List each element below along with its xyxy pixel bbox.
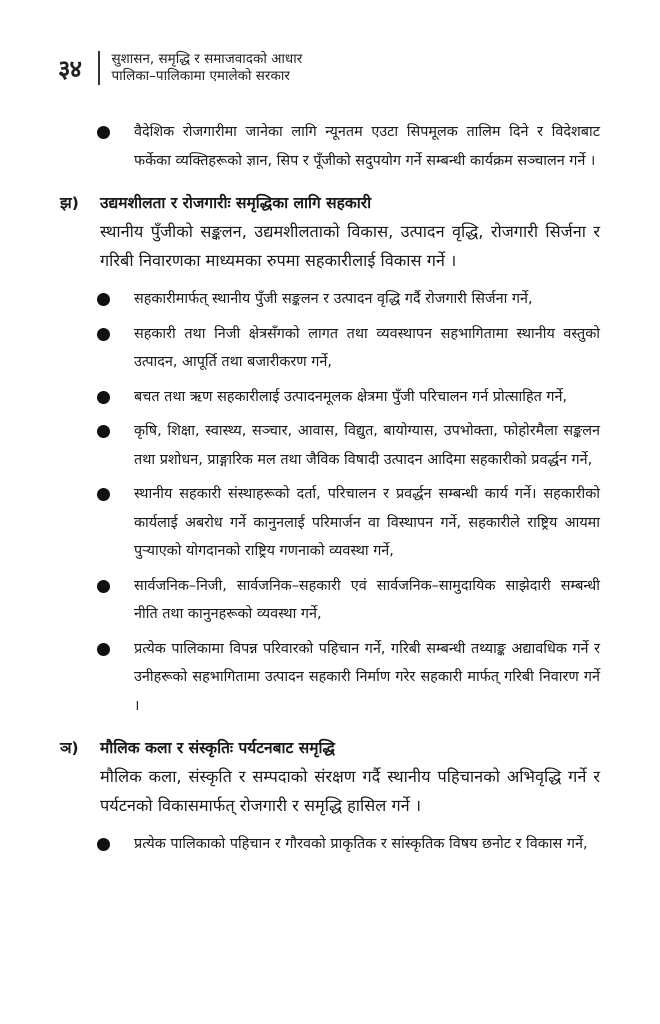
list-item bbox=[60, 830, 600, 859]
running-title bbox=[112, 51, 303, 85]
list-item-text: सहकारी तथा निजी क्षेत्रसँगको लागत तथा व्यवस्थापन सहभागितामा स्थानीय वस्तुको उत्पादन, आपूर्ति तथा बजारीकरण गर्ने, bbox=[134, 325, 600, 370]
section-heading-nya bbox=[60, 734, 600, 762]
list-item bbox=[60, 320, 600, 377]
list-item-text: कृषि, शिक्षा, स्वास्थ्य, सञ्चार, आवास, विद्युत, बायोग्यास, उपभोक्ता, फोहोरमैला सङ्कलन तथा प्रशोधन, प्राङ्गारिक मल तथा जैविक विषादी उत्पादन आदिमा सहकारीको प्रवर्द्धन गर्ने, bbox=[134, 423, 600, 468]
bullet-icon bbox=[97, 488, 110, 501]
header-divider bbox=[98, 51, 100, 85]
section-heading-jha bbox=[60, 189, 600, 217]
page-number: ३४ bbox=[58, 54, 81, 83]
list-item bbox=[60, 417, 600, 474]
list-item bbox=[60, 118, 600, 175]
list-item bbox=[60, 480, 600, 566]
bullet-icon bbox=[97, 391, 110, 404]
list-item-text: बचत तथा ऋण सहकारीलाई उत्पादनमूलक क्षेत्रमा पुँजी परिचालन गर्न प्रोत्साहित गर्ने, bbox=[134, 388, 568, 405]
list-item bbox=[60, 572, 600, 629]
list-item bbox=[60, 285, 600, 314]
running-title-line-1: सुशासन, समृद्धि र समाजवादको आधार bbox=[111, 51, 303, 67]
section-title: मौलिक कला र संस्कृतिः पर्यटनबाट समृद्धि bbox=[100, 739, 335, 757]
section-marker: झ) bbox=[60, 194, 79, 212]
bullet-icon bbox=[97, 293, 110, 306]
list-item-text: प्रत्येक पालिकाको पहिचान र गौरवको प्राकृतिक र सांस्कृतिक विषय छनोट र विकास गर्ने, bbox=[134, 836, 588, 852]
bullet-icon bbox=[97, 328, 110, 341]
list-item-text: स्थानीय सहकारी संस्थाहरूको दर्ता, परिचालन र प्रवर्द्धन सम्बन्धी कार्य गर्ने। सहकारीको कार्यलाई अबरोध गर्ने कानुनलाई परिमार्जन वा विस्थापन गर्ने, सहकारीले राष्ट्रिय आयमा पुऱ्याएको योगदानको राष्ट्रिय गणनाको व्यवस्था गर्ने, bbox=[134, 486, 600, 559]
list-item-text: प्रत्येक पालिकामा विपन्न परिवारको पहिचान गर्ने, गरिबी सम्बन्धी तथ्याङ्क अद्यावधिक गर्ने र उनीहरूको सहभागितामा उत्पादन सहकारी निर्माण गरेर सहकारी मार्फत् गरिबी निवारण गर्ने । bbox=[134, 640, 600, 714]
section-marker: ञ) bbox=[60, 739, 79, 757]
bullet-icon bbox=[97, 838, 110, 851]
list-item bbox=[60, 635, 600, 721]
running-header bbox=[58, 48, 302, 88]
bullet-icon bbox=[97, 643, 110, 656]
list-item-text: सार्वजनिक–निजी, सार्वजनिक–सहकारी एवं सार्वजनिक–सामुदायिक साझेदारी सम्बन्धी नीति तथा कानुनहरूको व्यवस्था गर्ने, bbox=[134, 577, 600, 622]
page-body bbox=[60, 118, 600, 865]
section-intro: मौलिक कला, संस्कृति र सम्पदाको संरक्षण गर्दै स्थानीय पहिचानको अभिवृद्धि गर्ने र पर्यटनको विकासमार्फत् रोजगारी र समृद्धि हासिल गर्ने । bbox=[100, 767, 600, 815]
list-item bbox=[60, 383, 600, 412]
bullet-icon bbox=[97, 425, 110, 438]
bullet-icon bbox=[97, 126, 110, 139]
list-item-text: वैदेशिक रोजगारीमा जानेका लागि न्यूनतम एउटा सिपमूलक तालिम दिने र विदेशबाट फर्केका व्यक्तिहरूको ज्ञान, सिप र पूँजीको सदुपयोग गर्ने सम्बन्धी कार्यक्रम सञ्चालन गर्ने । bbox=[134, 124, 600, 169]
running-title-line-2: पालिका–पालिकामा एमालेको सरकार bbox=[111, 68, 290, 84]
list-item-text: सहकारीमार्फत् स्थानीय पुँजी सङ्कलन र उत्पादन वृद्धि गर्दै रोजगारी सिर्जना गर्ने, bbox=[134, 291, 533, 307]
section-intro: स्थानीय पुँजीको सङ्कलन, उद्यमशीलताको विकास, उत्पादन वृद्धि, रोजगारी सिर्जना र गरिबी निवारणका माध्यमका रुपमा सहकारीलाई विकास गर्ने । bbox=[100, 222, 600, 270]
section-title: उद्यमशीलता र रोजगारीः समृद्धिका लागि सहकारी bbox=[100, 194, 372, 212]
bullet-icon bbox=[97, 580, 110, 593]
